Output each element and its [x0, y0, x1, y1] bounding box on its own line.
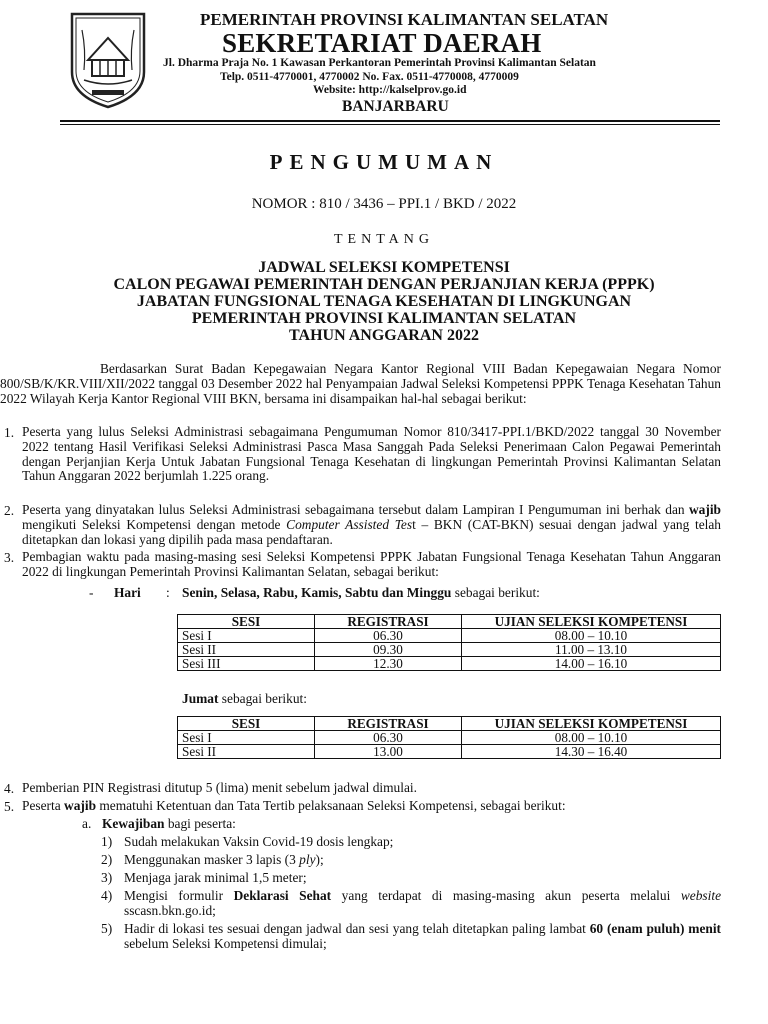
- cell-ujian: 14.30 – 16.40: [462, 745, 721, 759]
- letterhead-government: PEMERINTAH PROVINSI KALIMANTAN SELATAN: [200, 10, 609, 29]
- rule-3-text: Menjaga jarak minimal 1,5 meter;: [124, 870, 307, 885]
- jumat-bold: Jumat: [182, 691, 219, 706]
- cell-ujian: 14.00 – 16.10: [462, 657, 721, 671]
- rule-2-ply: ply: [299, 852, 316, 867]
- table-row: [178, 629, 721, 643]
- rule-4-text: [124, 889, 721, 919]
- cell-ujian: 08.00 – 10.10: [462, 731, 721, 745]
- item-5-wajib: wajib: [64, 798, 97, 813]
- rule-2-text: [124, 853, 324, 868]
- cell-sesi: Sesi I: [178, 731, 315, 745]
- header-registrasi: REGISTRASI: [315, 615, 462, 629]
- item-number-4: 4.: [4, 781, 15, 796]
- cell-registrasi: 06.30: [315, 629, 462, 643]
- rule-number-2: 2): [101, 852, 113, 867]
- item-number-2: 2.: [4, 503, 15, 518]
- subject-line-1: JADWAL SELEKSI KOMPETENSI: [258, 259, 510, 276]
- table-row: [178, 643, 721, 657]
- item-5-text: [22, 799, 721, 814]
- rule-number-4: 4): [101, 888, 113, 903]
- letterhead-divider: [60, 120, 720, 125]
- header-sesi: SESI: [178, 717, 315, 731]
- rule-number-5: 5): [101, 921, 113, 936]
- rule-4-part-c: yang terdapat di masing-masing akun peserta melalui: [331, 888, 681, 903]
- cell-registrasi: 09.30: [315, 643, 462, 657]
- jumat-rest: sebagai berikut:: [218, 691, 307, 706]
- letterhead-office: SEKRETARIAT DAERAH: [222, 28, 542, 58]
- kalsel-emblem-logo: [66, 10, 150, 110]
- item-2-part-a: Peserta yang dinyatakan lulus Seleksi Administrasi sebagaimana tersebut dalam Lampiran I Pengumuman ini berhak dan: [22, 502, 689, 517]
- letterhead-phone: Telp. 0511-4770001, 4770002 No. Fax. 0511-4770008, 4770009: [220, 71, 519, 83]
- subject-line-4: PEMERINTAH PROVINSI KALIMANTAN SELATAN: [191, 310, 577, 327]
- hari-dash: -: [89, 585, 94, 600]
- hari-rest: sebagai berikut:: [451, 585, 540, 600]
- document-number: NOMOR : 810 / 3436 – PPI.1 / BKD / 2022: [251, 196, 517, 212]
- item-5-part-a: Peserta: [22, 798, 65, 813]
- hari-colon: :: [166, 585, 170, 600]
- letterhead-city: BANJARBARU: [342, 98, 449, 115]
- subject-line-3: JABATAN FUNGSIONAL TENAGA KESEHATAN DI LINGKUNGAN: [136, 293, 632, 310]
- rule-number-3: 3): [101, 870, 113, 885]
- intro-text: Berdasarkan Surat Badan Kepegawaian Negara Kantor Regional VIII Badan Kepegawaian Negara Nomor 800/SB/K/KR.VIII/XII/2022 tanggal 03 Desember 2022 hal Penyampaian Jadwal Seleksi Kompetensi PPPK Tenaga Kesehatan Tahun 2022 Wilayah Kerja Kantor Regional VIII BKN, bersama ini disampaikan hal-hal sebagai berikut:: [0, 361, 721, 406]
- tentang-heading: TENTANG: [334, 232, 434, 247]
- hari-days-bold: Senin, Selasa, Rabu, Kamis, Sabtu dan Minggu: [182, 585, 452, 600]
- rule-5-part-a: Hadir di lokasi tes sesuai dengan jadwal dan sesi yang telah ditetapkan paling lambat: [124, 921, 590, 936]
- item-2-part-e: t – BKN (CAT-BKN) sesuai dengan jadwal yang telah ditetapkan dan lokasi yang dipilih pada masa pendaftaran.: [22, 516, 722, 547]
- subitem-a-label: a.: [82, 816, 92, 831]
- document-title: PENGUMUMAN: [269, 150, 499, 174]
- header-ujian: UJIAN SELEKSI KOMPETENSI: [462, 717, 721, 731]
- item-2-text: [22, 503, 721, 547]
- rule-5-part-c: sebelum Seleksi Kompetensi dimulai;: [124, 935, 327, 951]
- intro-paragraph: [0, 362, 721, 406]
- item-4-text: Pemberian PIN Registrasi ditutup 5 (lima) menit sebelum jadwal dimulai.: [22, 780, 417, 795]
- cell-sesi: Sesi II: [178, 643, 315, 657]
- header-sesi: SESI: [178, 615, 315, 629]
- table-header-row: [178, 615, 721, 629]
- kewajiban-bold: Kewajiban: [102, 816, 165, 831]
- rule-4-part-e: sscasn.bkn.go.id;: [124, 902, 216, 918]
- rule-5-text: [124, 922, 721, 952]
- rule-number-1: 1): [101, 834, 113, 849]
- table-header-row: [178, 717, 721, 731]
- cell-registrasi: 13.00: [315, 745, 462, 759]
- cell-registrasi: 12.30: [315, 657, 462, 671]
- friday-schedule-table: [177, 716, 721, 759]
- rule-5-60-menit: 60 (enam puluh) menit: [589, 921, 722, 936]
- cell-sesi: Sesi II: [178, 745, 315, 759]
- item-2-part-c: mengikuti Seleksi Kompetensi dengan metode: [22, 516, 287, 532]
- cell-ujian: 11.00 – 13.10: [462, 643, 721, 657]
- cell-registrasi: 06.30: [315, 731, 462, 745]
- subject-line-5: TAHUN ANGGARAN 2022: [289, 327, 479, 344]
- item-number-1: 1.: [4, 425, 15, 440]
- table-row: [178, 745, 721, 759]
- rule-1-text: Sudah melakukan Vaksin Covid-19 dosis lengkap;: [124, 834, 394, 849]
- hari-days: [182, 586, 540, 601]
- item-2-wajib: wajib: [689, 502, 721, 517]
- table-row: [178, 731, 721, 745]
- item-2-cat-italic: Computer Assisted Tes: [286, 516, 413, 532]
- subject-line-2: CALON PEGAWAI PEMERINTAH DENGAN PERJANJIAN KERJA (PPPK): [113, 276, 655, 293]
- header-ujian: UJIAN SELEKSI KOMPETENSI: [462, 615, 721, 629]
- weekday-schedule-table: [177, 614, 721, 671]
- item-number-5: 5.: [4, 799, 15, 814]
- item-3-text: Pembagian waktu pada masing-masing sesi Seleksi Kompetensi PPPK Jabatan Fungsional Tenaga Kesehatan Tahun Anggaran 2022 di lingkungan Pemerintah Provinsi Kalimantan Selatan, sebagai berikut:: [22, 549, 721, 579]
- rule-4-deklarasi: Deklarasi Sehat: [233, 888, 332, 903]
- rule-4-website: website: [680, 888, 722, 903]
- cell-sesi: Sesi III: [178, 657, 315, 671]
- cell-ujian: 08.00 – 10.10: [462, 629, 721, 643]
- cell-sesi: Sesi I: [178, 629, 315, 643]
- letterhead-website: Website: http://kalselprov.go.id: [313, 84, 467, 96]
- table-row: [178, 657, 721, 671]
- rule-2-part-c: );: [315, 852, 324, 867]
- letterhead-address: Jl. Dharma Praja No. 1 Kawasan Perkantoran Pemerintah Provinsi Kalimantan Selatan: [163, 57, 596, 69]
- subitem-a-text: [102, 817, 236, 832]
- item-1-text: Peserta yang lulus Seleksi Administrasi sebagaimana Pengumuman Nomor 810/3417-PPI.1/BKD/2022 tanggal 30 November 2022 tentang Hasil Verifikasi Seleksi Administrasi Pasca Masa Sanggah Pada Seleksi Penerimaan Calon Pegawai Pemerintah dengan Perjanjian Kerja Untuk Jabatan Fungsional Tenaga Kesehatan di lingkungan Pemerintah Provinsi Kalimantan Selatan Tahun Anggaran 2022 berjumlah 1.225 orang.: [22, 424, 721, 484]
- kewajiban-rest: bagi peserta:: [164, 816, 236, 831]
- rule-4-part-a: Mengisi formulir: [124, 888, 234, 903]
- item-5-part-c: mematuhi Ketentuan dan Tata Tertib pelaksanaan Seleksi Kompetensi, sebagai berikut:: [96, 798, 566, 813]
- rule-2-part-a: Menggunakan masker 3 lapis (3: [124, 852, 300, 867]
- item-number-3: 3.: [4, 550, 15, 565]
- header-registrasi: REGISTRASI: [315, 717, 462, 731]
- jumat-line: [182, 692, 307, 707]
- hari-label: Hari: [114, 585, 141, 600]
